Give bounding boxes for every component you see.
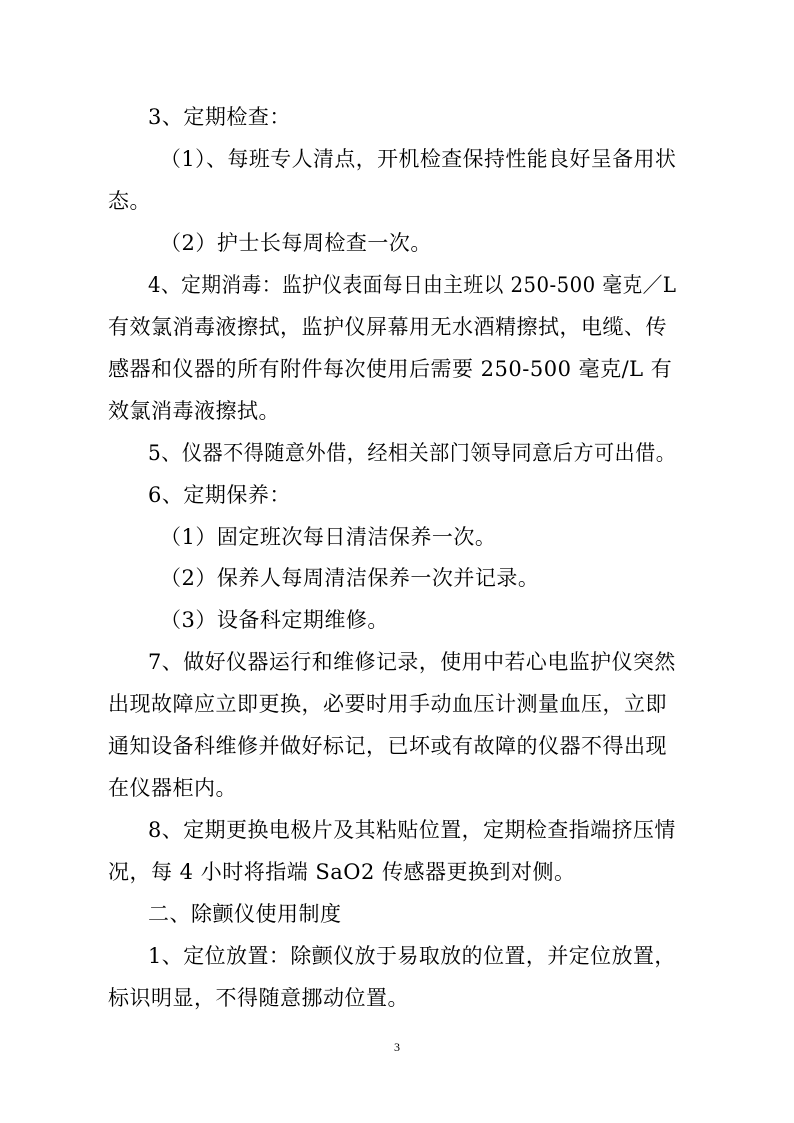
section-heading-electrodes: 8、定期更换电极片及其粘贴位置，定期检查指端挤压情: [148, 818, 676, 843]
paragraph-line: （2）保养人每周清洁保养一次并记录。: [160, 566, 540, 591]
paragraph-line: （3）设备科定期维修。: [160, 608, 389, 633]
paragraph-line: 标识明显，不得随意挪动位置。: [108, 986, 409, 1010]
paragraph-line: 感器和仪器的所有附件每次使用后需要 250-500 毫克/L 有: [108, 356, 673, 381]
paragraph-line: 1、定位放置：除颤仪放于易取放的位置，并定位放置，: [148, 944, 676, 969]
page-number: 3: [394, 1040, 400, 1054]
section-heading-lending: 5、仪器不得随意外借，经相关部门领导同意后方可出借。: [148, 440, 677, 465]
paragraph-line: 效氯消毒液擦拭。: [108, 398, 280, 423]
paragraph-line: 通知设备科维修并做好标记，已坏或有故障的仪器不得出现: [108, 734, 667, 759]
paragraph-line: 况，每 4 小时将指端 SaO2 传感器更换到对侧。: [108, 860, 576, 885]
section-heading-disinfection: 4、定期消毒：监护仪表面每日由主班以 250-500 毫克／L: [148, 272, 677, 297]
paragraph-line: （2）护士长每周检查一次。: [160, 230, 432, 255]
section-heading-regular-inspection: 3、定期检查：: [148, 105, 291, 129]
paragraph-line: 态。: [108, 188, 151, 213]
section-heading-maintenance: 6、定期保养：: [148, 482, 291, 507]
paragraph-line: （1）、每班专人清点，开机检查保持性能良好呈备用状: [160, 146, 677, 171]
paragraph-line: 出现故障应立即更换，必要时用手动血压计测量血压，立即: [108, 692, 667, 717]
section-heading-records: 7、做好仪器运行和维修记录，使用中若心电监护仪突然: [148, 650, 676, 675]
section-heading-defibrillator: 二、除颤仪使用制度: [148, 902, 342, 927]
paragraph-line: 在仪器柜内。: [108, 776, 237, 801]
paragraph-line: 有效氯消毒液擦拭，监护仪屏幕用无水酒精擦拭，电缆、传: [108, 314, 667, 339]
paragraph-line: （1）固定班次每日清洁保养一次。: [160, 524, 497, 549]
